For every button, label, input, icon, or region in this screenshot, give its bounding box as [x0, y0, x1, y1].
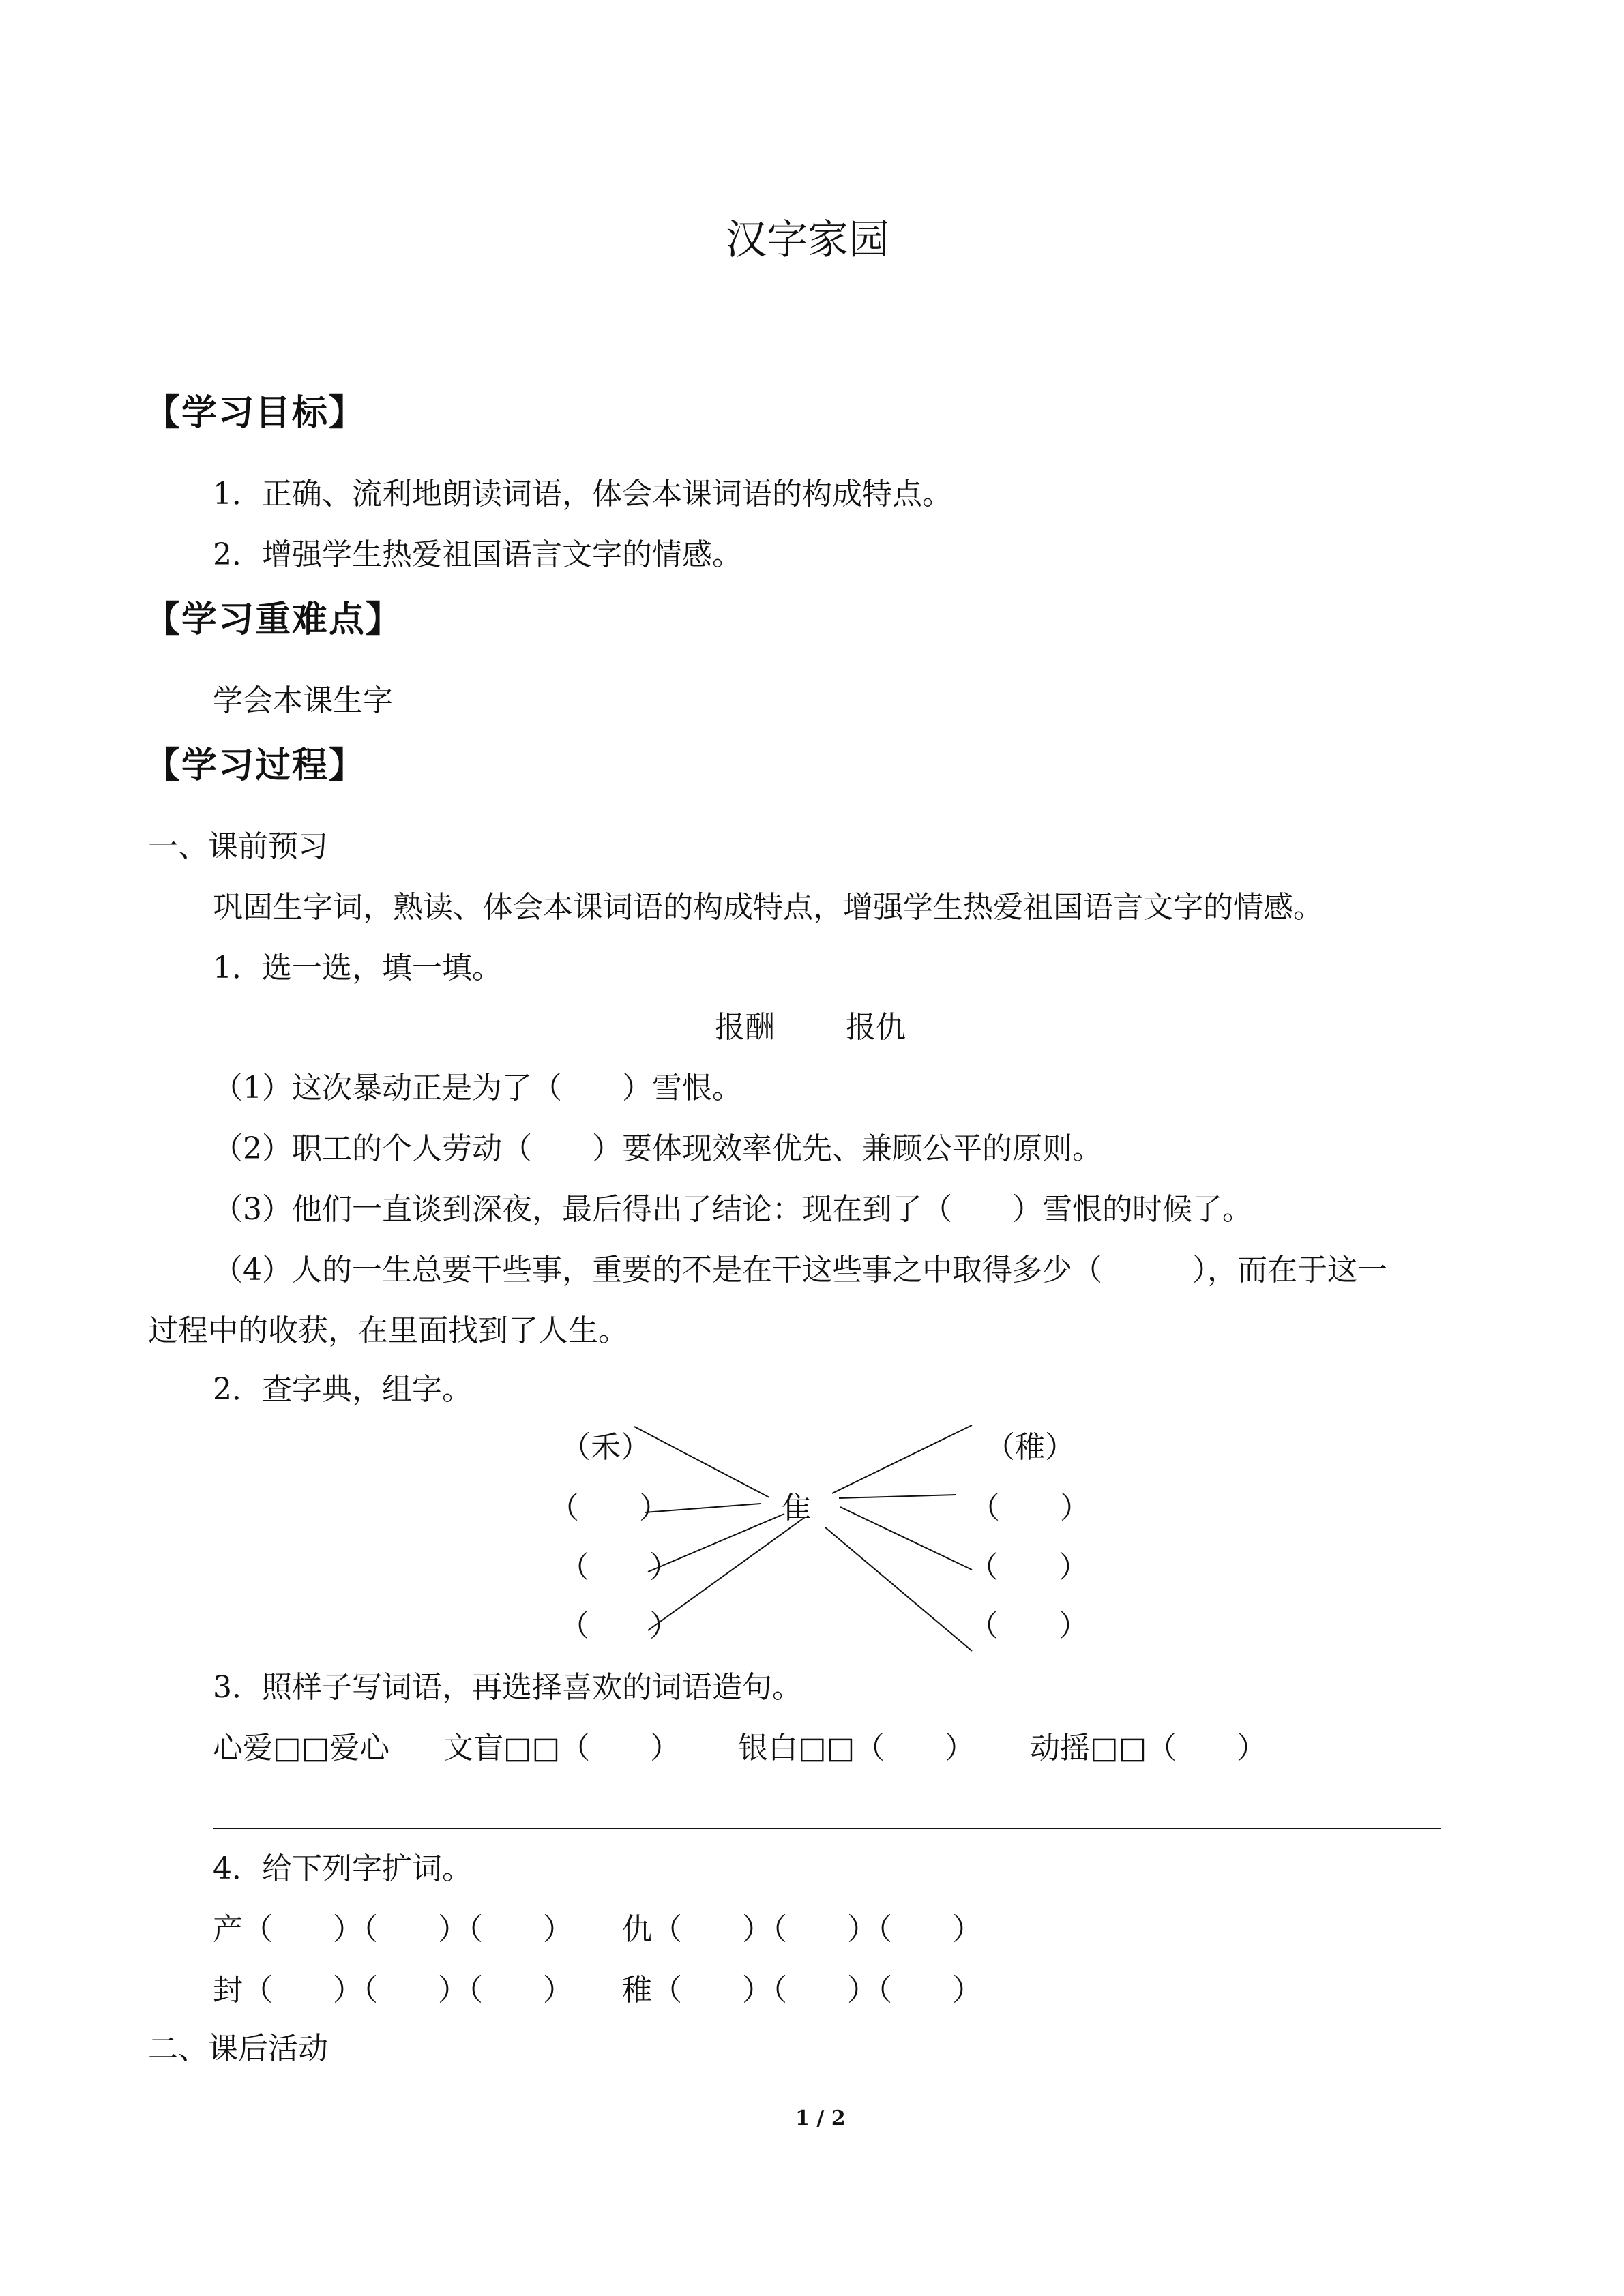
part1-title: 一、课前预习 — [148, 829, 328, 864]
part1-intro: 巩固生字词，熟读、体会本课词语的构成特点，增强学生热爱祖国语言文字的情感。 — [213, 890, 1323, 925]
q4-row-item: 产（ ）（ ）（ ） — [213, 1912, 573, 1947]
q1-item: （3）他们一直谈到深夜，最后得出了结论：现在到了（ ）雪恨的时候了。 — [213, 1192, 1252, 1227]
q2-title: 2．查字典，组字。 — [213, 1372, 472, 1407]
q2-left-item: （ ） — [559, 1609, 679, 1643]
q3-answer-line[interactable] — [213, 1828, 1441, 1829]
q2-right-item: （ ） — [969, 1609, 1089, 1643]
q2-center-char: 隹 — [782, 1491, 812, 1525]
connector-line — [840, 1507, 972, 1570]
q1-item-continued: 过程中的收获，在里面找到了人生。 — [148, 1313, 628, 1348]
q1-choice: 报酬 — [715, 1010, 775, 1045]
q2-right-item: （ ） — [970, 1491, 1090, 1525]
objectives-heading: 【学习目标】 — [145, 393, 366, 434]
process-heading: 【学习过程】 — [145, 745, 366, 786]
q3-title: 3．照样子写词语，再选择喜欢的词语造句。 — [213, 1670, 802, 1705]
q4-row-item: 稚（ ）（ ）（ ） — [622, 1973, 982, 2008]
objective-item: 2．增强学生热爱祖国语言文字的情感。 — [213, 537, 742, 572]
objective-item: 1．正确、流利地朗读词语，体会本课词语的构成特点。 — [213, 477, 952, 511]
q4-row-item: 封（ ）（ ）（ ） — [213, 1973, 573, 2008]
q3-item: 心爱□□爱心 — [213, 1731, 390, 1765]
q3-item: 银白□□（ ） — [738, 1731, 975, 1765]
key-points-text: 学会本课生字 — [213, 683, 393, 718]
connector-line — [839, 1495, 956, 1498]
q3-item: 文盲□□（ ） — [443, 1731, 681, 1765]
q1-item: （1）这次暴动正是为了（ ）雪恨。 — [213, 1071, 742, 1105]
page-title: 汉字家园 — [726, 216, 889, 264]
q4-title: 4．给下列字扩词。 — [213, 1851, 472, 1886]
q1-title: 1．选一选，填一填。 — [213, 951, 502, 985]
q2-left-item: （ ） — [559, 1550, 679, 1585]
q1-choice: 报仇 — [846, 1010, 906, 1045]
part2-title: 二、课后活动 — [148, 2031, 328, 2066]
q1-item: （2）职工的个人劳动（ ）要体现效率优先、兼顾公平的原则。 — [213, 1131, 1102, 1166]
q2-right-item: （ ） — [969, 1550, 1089, 1585]
q2-left-item: （ ） — [549, 1491, 669, 1525]
page-number: 1 / 2 — [795, 2106, 846, 2130]
q2-right-item: （稚） — [985, 1430, 1075, 1465]
connector-line — [825, 1527, 972, 1651]
key-points-heading: 【学习重难点】 — [145, 599, 403, 640]
q3-item: 动摇□□（ ） — [1030, 1731, 1267, 1765]
q2-left-item: （禾） — [561, 1430, 651, 1465]
q4-row-item: 仇（ ）（ ）（ ） — [622, 1912, 982, 1947]
connector-line — [634, 1427, 769, 1497]
connector-line — [832, 1425, 972, 1493]
q1-item: （4）人的一生总要干些事，重要的不是在干这些事之中取得多少（ ），而在于这一 — [213, 1253, 1387, 1287]
